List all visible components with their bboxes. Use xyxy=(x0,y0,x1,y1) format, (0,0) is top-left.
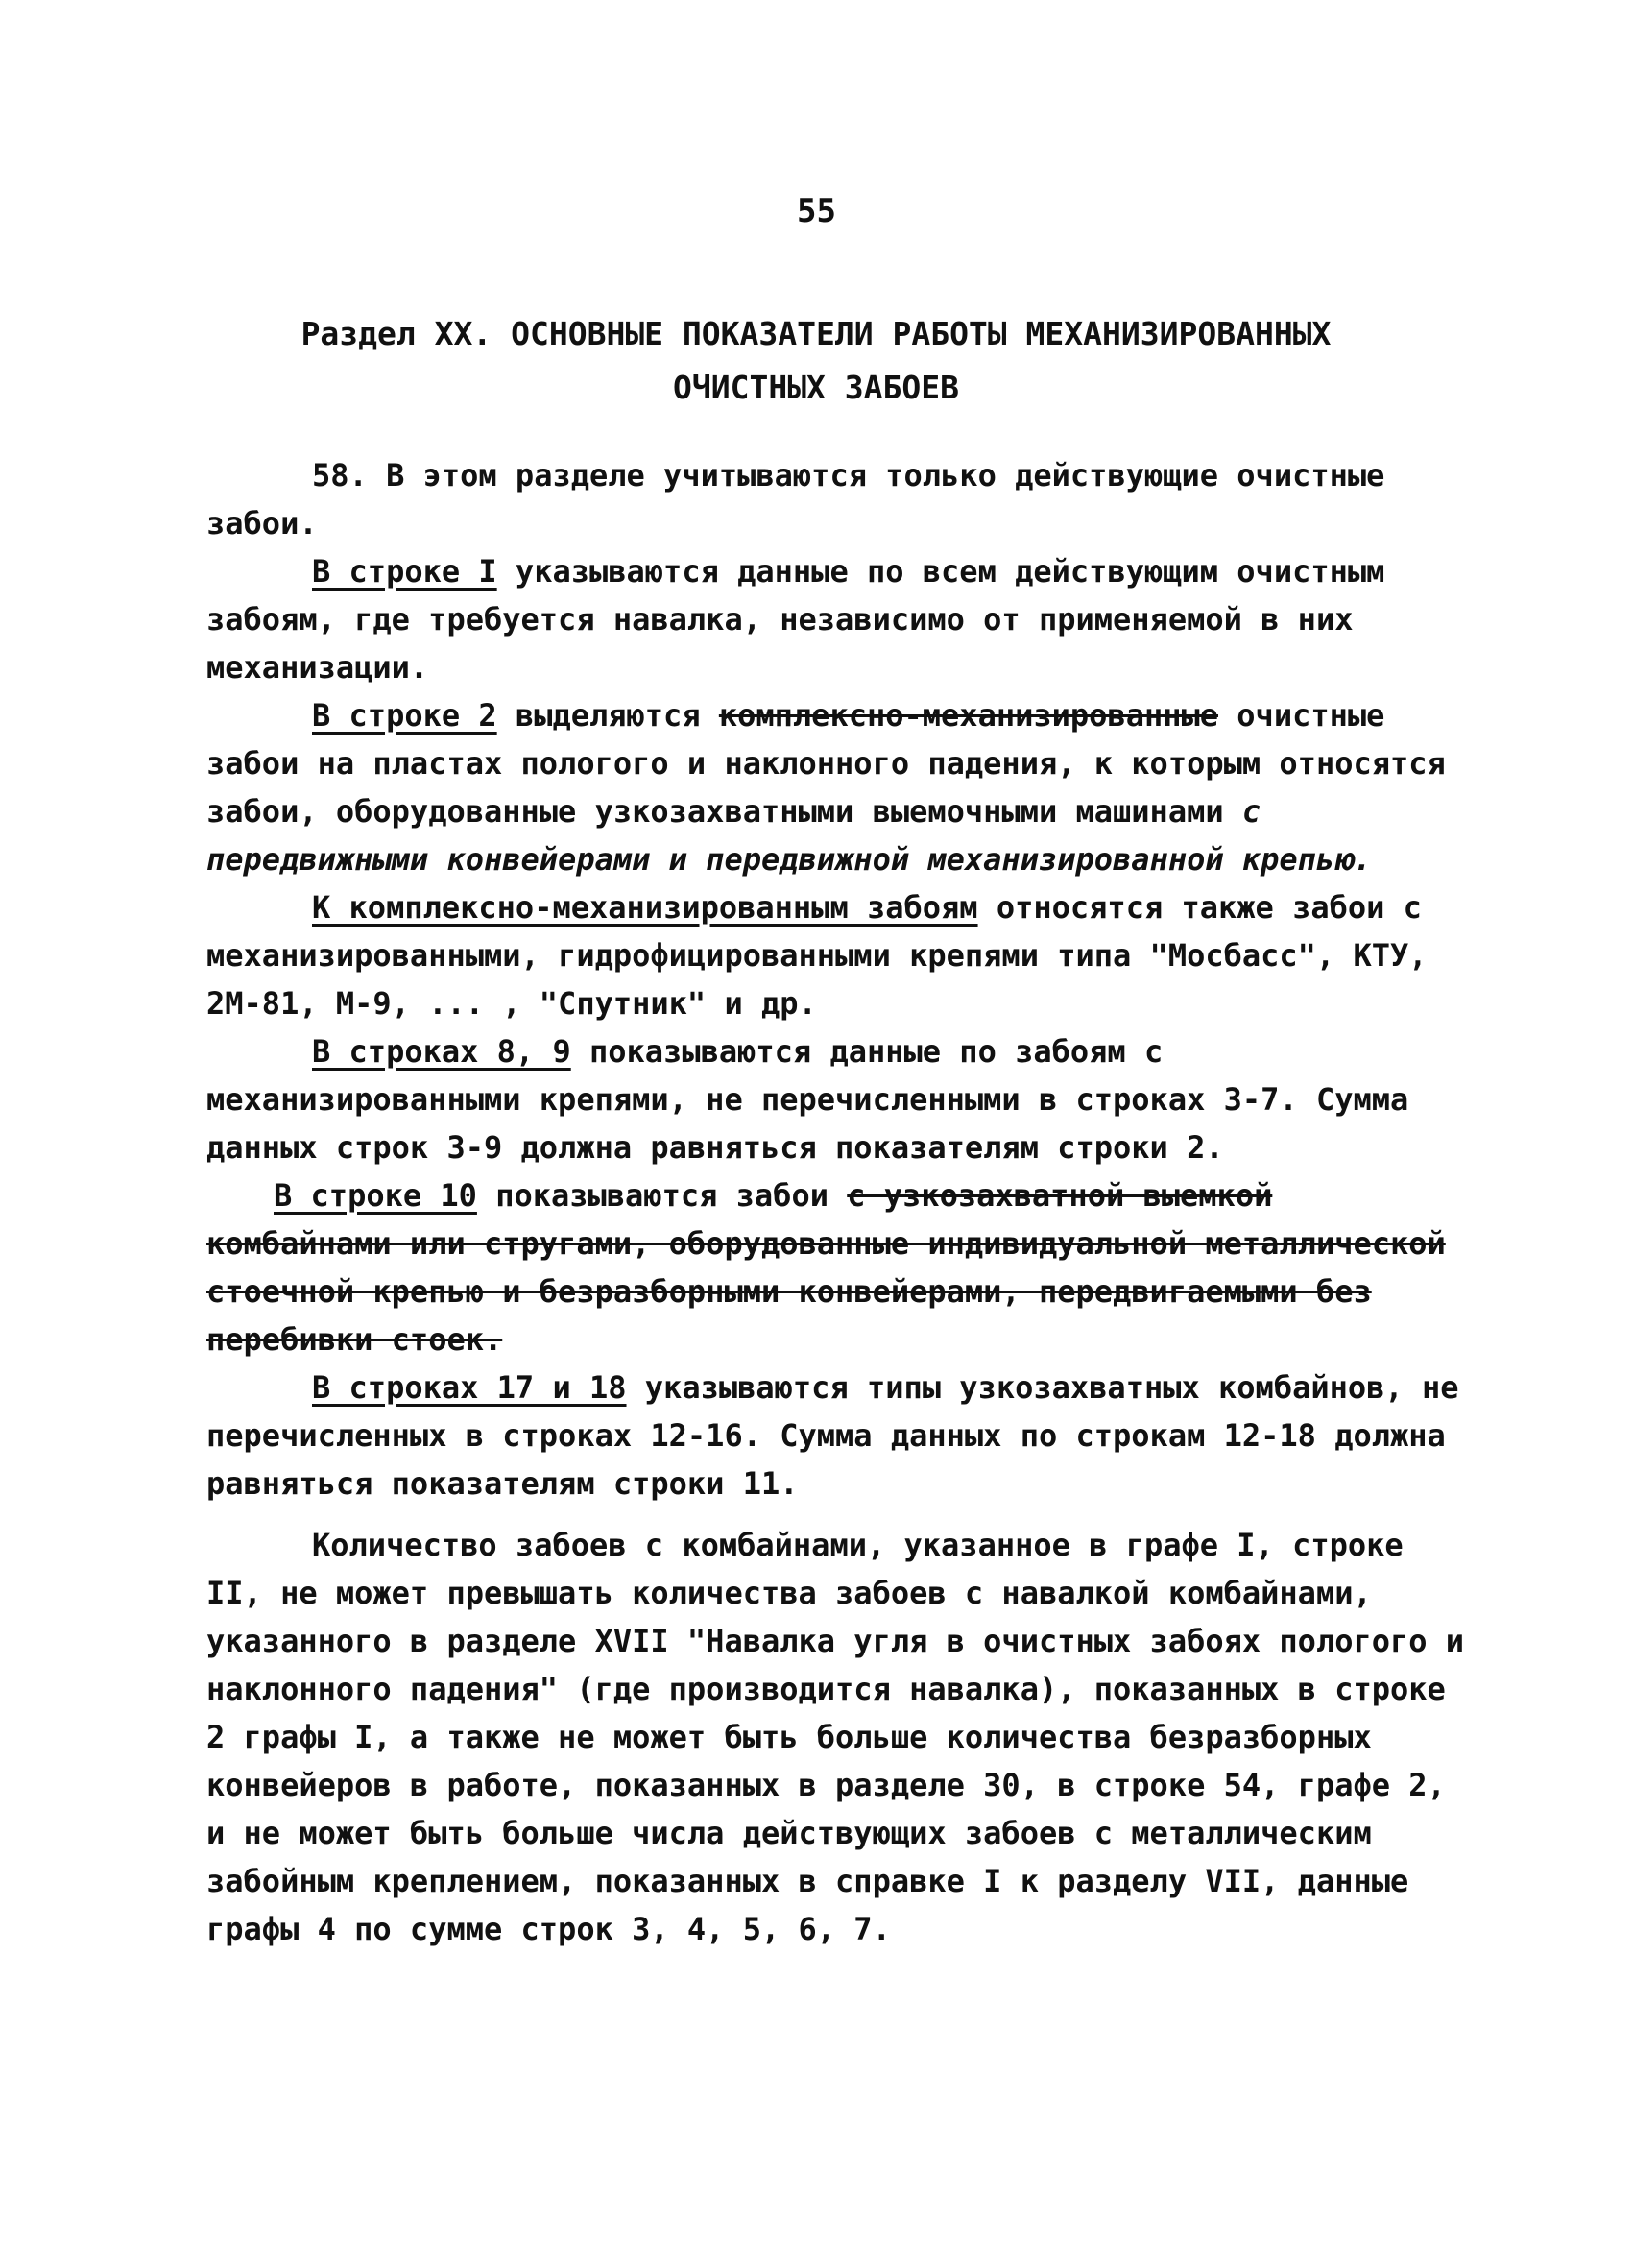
section-title-line2: ОЧИСТНЫХ ЗАБОЕВ xyxy=(672,369,959,406)
paragraph-combine-count xyxy=(206,1521,1474,1953)
document-body xyxy=(206,451,1474,1953)
row10-pre: показываются забои xyxy=(476,1177,848,1214)
paragraph-58-text: 58. В этом разделе учитываются только действующие очистные забои. xyxy=(206,457,1385,542)
paragraph-complex-faces xyxy=(206,883,1474,1027)
complex-faces-lead: К комплексно-механизированным забоям xyxy=(312,889,978,926)
paragraph-58 xyxy=(206,451,1474,547)
section-title-line1: Раздел XX. ОСНОВНЫЕ ПОКАЗАТЕЛИ РАБОТЫ МЕХАНИЗИРОВАННЫХ xyxy=(300,315,1332,352)
rows-8-9-lead: В строках 8, 9 xyxy=(312,1033,571,1070)
row2-pre: выделяются xyxy=(496,697,719,734)
row2-italic: с передвижными конвейерами и передвижной механизированной крепью. xyxy=(206,793,1372,878)
row2-lead: В строке 2 xyxy=(312,697,497,734)
paragraph-row1 xyxy=(206,547,1474,691)
row1-text: указываются данные по всем действующим очистным забоям, где требуется навалка, независимо от применяемой в них механизации. xyxy=(206,553,1385,686)
rows-17-18-lead: В строках 17 и 18 xyxy=(312,1369,627,1406)
paragraph-rows-8-9 xyxy=(206,1027,1474,1171)
row2-post: очистные забои на пластах пологого и наклонного падения, к которым относятся забои, оборудованные узкозахватными выемочными машинами xyxy=(206,697,1446,830)
row10-struck-text: с узкозахватной выемкой комбайнами или стругами, оборудованные индивидуальной металлической стоечной крепью и безразборными конвейерами, передвигаемыми без перебивки стоек. xyxy=(206,1177,1446,1358)
rows-8-9-text: показываются данные по забоям с механизированными крепями, не перечисленными в строках 3-7. Сумма данных строк 3-9 должна равняться показателям строки 2. xyxy=(206,1033,1409,1166)
row10-lead: В строке 10 xyxy=(274,1177,477,1214)
row2-struck-term: комплексно-механизированные xyxy=(718,697,1219,734)
paragraph-row2 xyxy=(206,691,1474,883)
section-title xyxy=(230,307,1402,415)
complex-faces-text: относятся также забои с механизированными, гидрофицированными крепями типа "Мосбасс", КТУ, 2М-81, М-9, ... , "Спутник" и др. xyxy=(206,889,1428,1022)
paragraph-rows-17-18 xyxy=(206,1363,1474,1508)
page-number: 55 xyxy=(797,192,836,230)
combine-count-text: Количество забоев с комбайнами, указанное в графе I, строке II, не может превышать количества забоев с навалкой комбайнами, указанного в разделе XVII "Навалка угля в очистных забоях пологого и наклонного падения" (где производится навалка), показанных в строке 2 графы I, а также не может быть больше количества безразборных конвейеров в работе, показанных в разделе 30, в строке 54, графе 2, и не может быть больше числа действующих забоев с металлическим забойным креплением, показанных в справке I к разделу VII, данные графы 4 по сумме строк 3, 4, 5, 6, 7. xyxy=(206,1527,1465,1947)
rows-17-18-text: указываются типы узкозахватных комбайнов, не перечисленных в строках 12-16. Сумма данных по строкам 12-18 должна равняться показателям строки 11. xyxy=(206,1369,1459,1502)
paragraph-row10 xyxy=(206,1171,1474,1363)
row1-lead: В строке I xyxy=(312,553,497,590)
